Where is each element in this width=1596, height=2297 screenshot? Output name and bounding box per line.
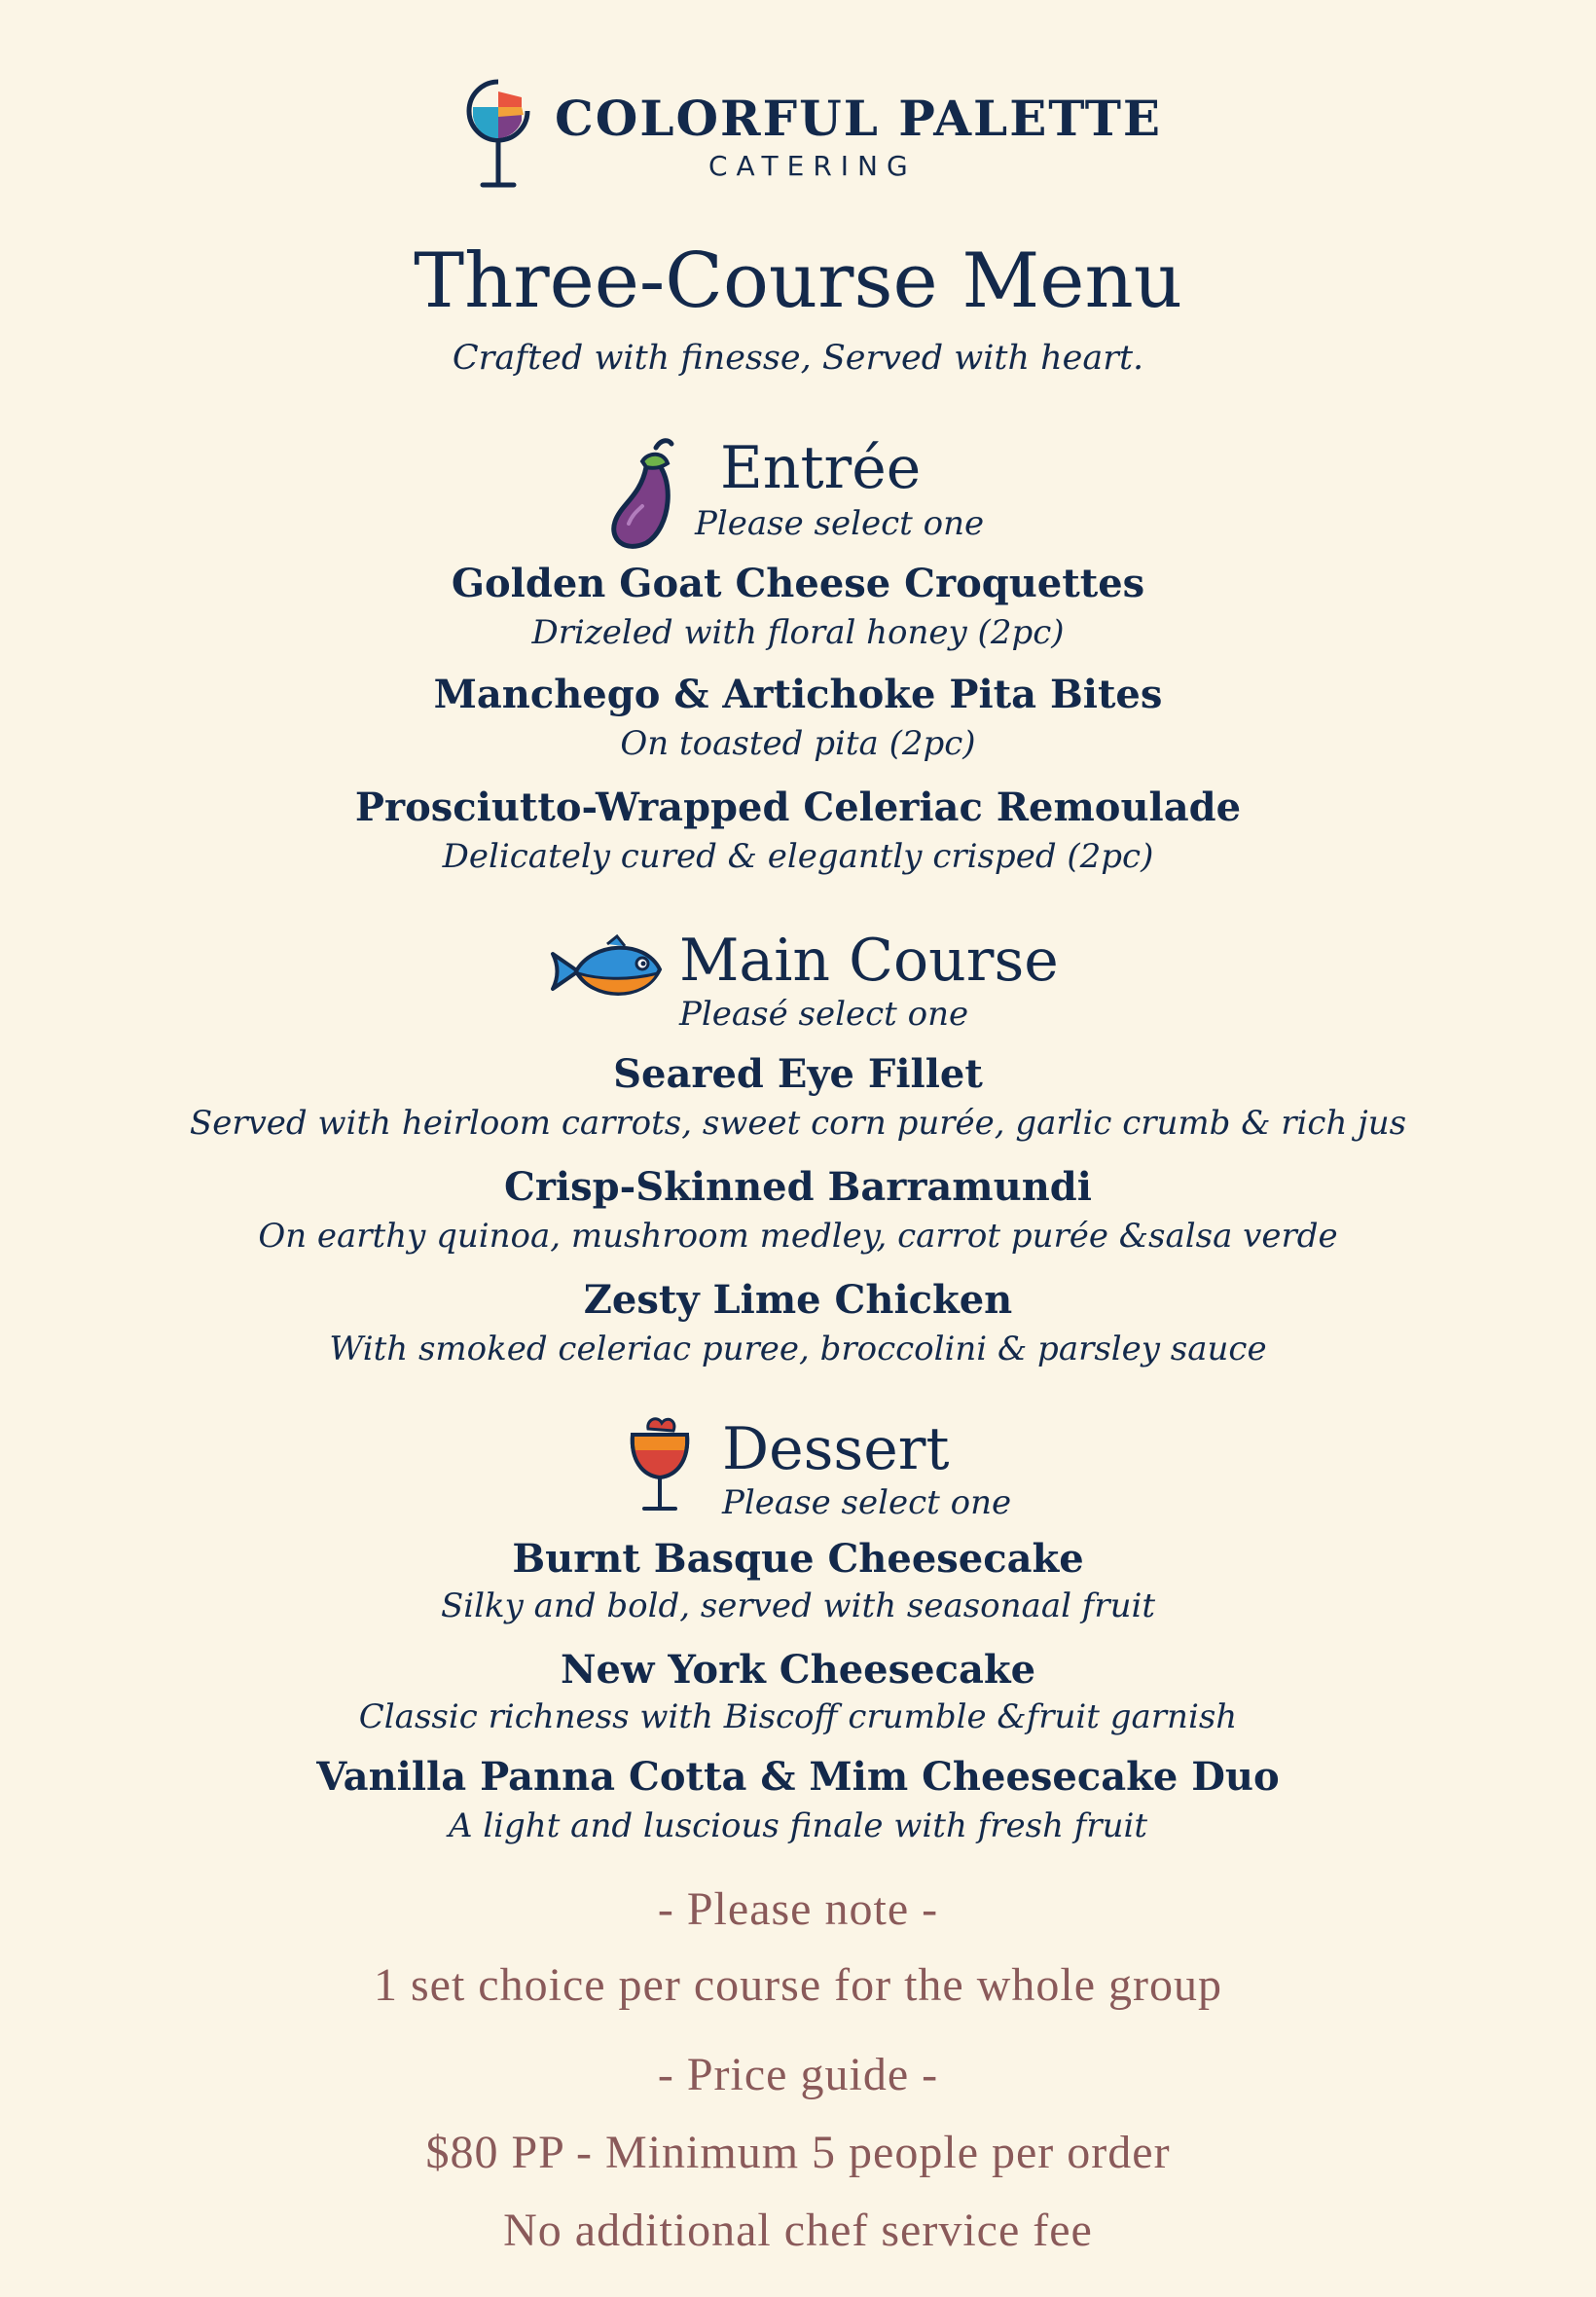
section-dessert-header (0, 1415, 1596, 1532)
section-subtitle: Please select one (695, 504, 985, 543)
menu-item-description: Served with heirloom carrots, sweet corn purée, garlic crumb & rich jus (189, 1104, 1407, 1143)
menu-item-name: New York Cheesecake (560, 1647, 1036, 1693)
menu-title: Three-Course Menu (414, 237, 1182, 325)
price-heading: - Price guide - (657, 2049, 939, 2100)
tagline: Crafted with finesse, Served with heart. (452, 339, 1144, 378)
note-text: 1 set choice per course for the whole group (373, 1959, 1223, 2011)
menu-item-description: Drizeled with floral honey (2pc) (531, 613, 1065, 652)
section-subtitle: Please select one (722, 1483, 1012, 1522)
brand-logo (0, 70, 1596, 197)
dessert-glass-icon (625, 1415, 695, 1516)
menu-item-name: Golden Goat Cheese Croquettes (451, 561, 1145, 606)
brand-name: COLORFUL PALETTE (555, 90, 1163, 147)
fish-icon (549, 932, 666, 1010)
section-title: Entrée (720, 434, 922, 502)
section-main-header (0, 927, 1596, 1043)
price-text: $80 PP - Minimum 5 people per order (425, 2127, 1171, 2178)
fee-text: No additional chef service fee (503, 2205, 1093, 2256)
section-subtitle: Pleasé select one (679, 995, 969, 1034)
section-title: Main Course (679, 927, 1059, 995)
menu-item-name: Crisp-Skinned Barramundi (504, 1164, 1092, 1210)
menu-item-description: Classic richness with Biscoff crumble &fruit garnish (358, 1697, 1238, 1736)
brand-subtitle: CATERING (708, 150, 917, 182)
menu-item-description: Silky and bold, served with seasonaal fruit (440, 1586, 1156, 1625)
wine-glass-logo-icon (465, 78, 535, 193)
eggplant-icon (607, 438, 683, 553)
menu-item-name: Manchego & Artichoke Pita Bites (433, 672, 1163, 717)
menu-item-name: Zesty Lime Chicken (583, 1277, 1013, 1323)
menu-item-description: Delicately cured & elegantly crisped (2pc) (442, 837, 1154, 876)
menu-item-description: With smoked celeriac puree, broccolini & parsley sauce (329, 1330, 1267, 1368)
section-title: Dessert (722, 1415, 950, 1483)
menu-item-name: Seared Eye Fillet (613, 1051, 983, 1097)
menu-item-description: On earthy quinoa, mushroom medley, carrot purée &salsa verde (258, 1217, 1338, 1256)
menu-item-name: Vanilla Panna Cotta & Mim Cheesecake Duo (316, 1754, 1280, 1800)
menu-item-description: On toasted pita (2pc) (620, 724, 976, 763)
menu-item-name: Burnt Basque Cheesecake (512, 1536, 1084, 1582)
note-heading: - Please note - (657, 1883, 939, 1935)
menu-item-description: A light and luscious finale with fresh fruit (448, 1806, 1148, 1845)
menu-item-name: Prosciutto-Wrapped Celeriac Remoulade (354, 784, 1242, 830)
section-entree-header (0, 434, 1596, 551)
